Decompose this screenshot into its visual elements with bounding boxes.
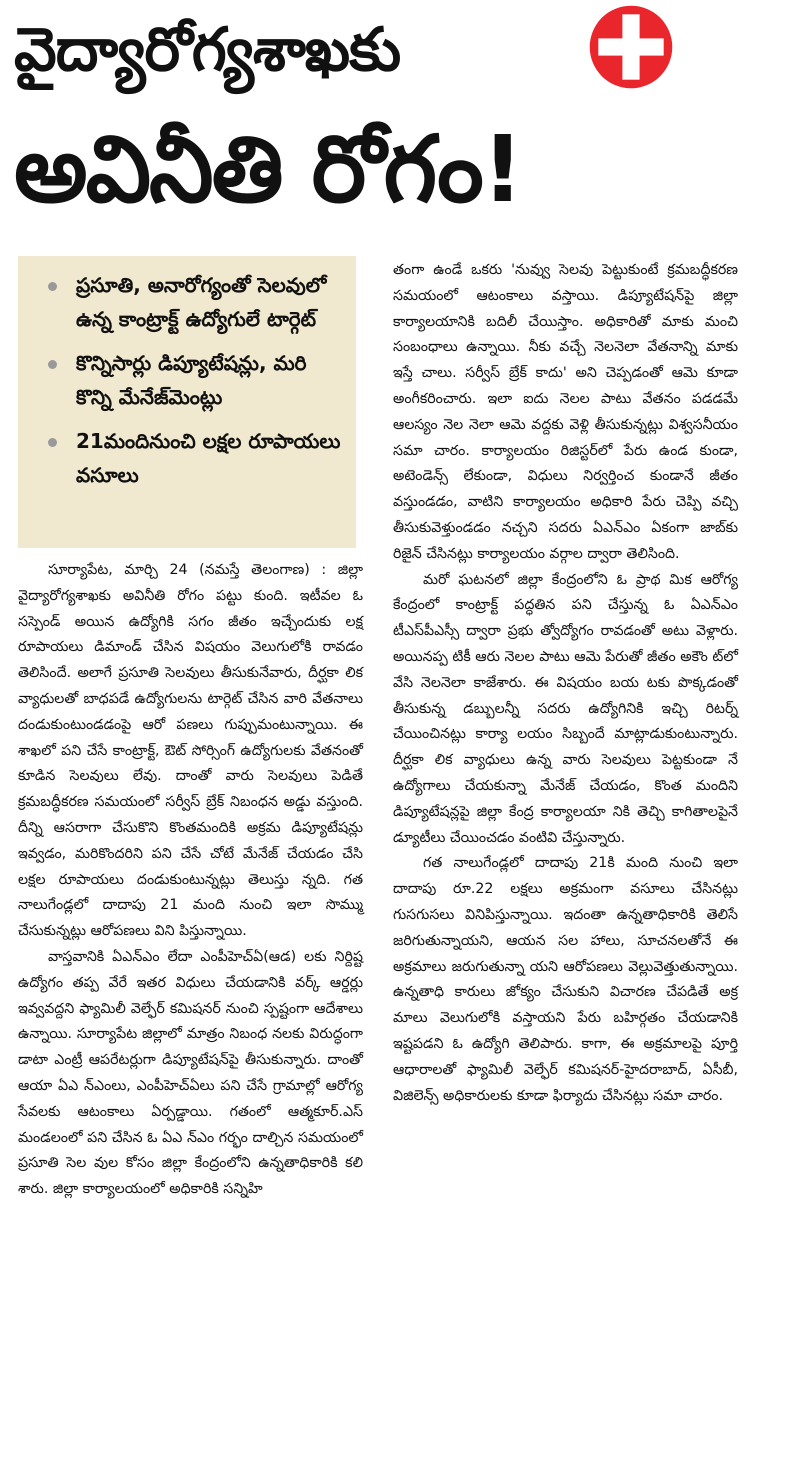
bullet-icon [48, 360, 57, 369]
bullet-icon [48, 438, 57, 447]
article-paragraph: వాస్తవానికి ఏఎన్‌ఎం లేదా ఎంపీహెచ్‌ఏ(ఆడ) లకు నిర్దిష్ట ఉద్యోగం తప్ప వేరే ఇతర విధులు చేయడానికి వర్క్ ఆర్డర్లు ఇవ్వవద్దని ఫ్యామిలీ వెల్ఫేర్ కమిషనర్ నుంచి స్పష్టంగా ఆదేశాలు ఉన్నాయి. సూర్యాపేట జిల్లాలో మాత్రం నిబంధ నలకు విరుద్ధంగా డాటా ఎంట్రీ ఆపరేటర్లుగా డిప్యూటేషన్‌పై తీసుకున్నారు. దాంతో ఆయా ఏఎ న్‌ఎంలు, ఎంపీహెచ్‌ఏలు పని చేసే గ్రామాల్లో ఆరోగ్య సేవలకు ఆటంకాలు ఏర్పడ్డాయి. గతంలో ఆత్మకూర్.ఎస్ మండలంలో పని చేసిన ఓ ఏఎ న్‌ఎం గర్భం దాల్చిన సమయంలో ప్రసూతి సెల వుల కోసం జిల్లా కేంద్రంలోని ఉన్నతాధికారికి కలి శారు. జిల్లా కార్యాలయంలో అధికారికి సన్నిహి [18, 948, 363, 1198]
highlight-item [48, 268, 346, 336]
article-paragraph: సూర్యాపేట, మార్చి 24 (నమస్తే తెలంగాణ) : జిల్లా వైద్యారోగ్యశాఖకు అవినీతి రోగం పట్టు కుంది. ఇటీవల ఓ సస్పెండ్ అయిన ఉద్యోగికి సగం జీతం ఇచ్చేందుకు లక్ష రూపాయలు డిమాండ్ చేసిన విషయం వెలుగులోకి రావడం తెలిసిందే. అలాగే ప్రసూతి సెలవులు తీసుకునేవారు, దీర్ఘకా లిక వ్యాధులతో బాధపడే ఉద్యోగులను టార్గెట్ చేసిన వారి వేతనాలు దండుకుంటుండడంపై ఆరో పణలు గుప్పుమంటున్నాయి. ఈ శాఖలో పని చేసే కాంట్రాక్ట్, ఔట్ సోర్సింగ్ ఉద్యోగులకు వేతనంతో కూడిన సెలవులు లేవు. దాంతో వారు సెలవులు పెడితే క్రమబద్ధీకరణ సమయంలో సర్వీస్ బ్రేక్ నిబంధన అడ్డు వస్తుంది. దీన్ని ఆసరాగా చేసుకొని కొంతమందికి అక్రమ డిప్యూటేషన్లు ఇవ్వడం, మరికొందరిని పని చేసే చోటే మేనేజ్ చేయడం చేసి లక్షల రూపాయలు దండుకుంటున్నట్లు తెలుస్తు న్నది. గత నాలుగేండ్లలో దాదాపు 21 మంది నుంచి ఇలా సొమ్ము చేసుకున్నట్లు ఆరోపణలు విని పిస్తున్నాయి. [18, 562, 363, 940]
article-paragraph: తంగా ఉండే ఒకరు 'నువ్వు సెలవు పెట్టుకుంటే క్రమబద్ధీకరణ సమయంలో ఆటంకాలు వస్తాయి. డిప్యూటేషన్‌పై జిల్లా కార్యాలయానికి బదిలీ చేయిస్తాం. అధికారితో మాకు మంచి సంబంధాలు ఉన్నాయి. నీకు వచ్చే నెలనెలా వేతనాన్ని మాకు ఇస్తే చాలు. సర్వీస్ బ్రేక్ కాదు' అని చెప్పడంతో ఆమె కూడా అంగీకరించారు. ఇలా ఐదు నెలల పాటు వేతనం పడడమే ఆలస్యం నెల నెలా ఆమె వద్దకు వెళ్లి తీసుకున్నట్లు విశ్వసనీయం సమా చారం. కార్యాలయం రిజిస్టర్‌లో పేరు ఉండ కుండా, అటెండెన్స్ లేకుండా, విధులు నిర్వర్తించ కుండానే జీతం వస్తుండడం, వాటిని కార్యాలయం అధికారి పేరు చెప్పి వచ్చి తీసుకువెళ్తుండడం నచ్చని సదరు ఏఎన్‌ఎం ఏకంగా జాబ్‌కు రిజైన్ చేసినట్లు కార్యాలయం వర్గాల ద్వారా తెలిసింది. [393, 262, 738, 562]
bullet-icon [48, 282, 57, 291]
article-column-left [18, 558, 363, 1203]
highlight-item [48, 346, 346, 414]
headline-line-2: అవినీతి రోగం! [14, 116, 522, 223]
article-column-right [393, 258, 738, 1109]
headline-line-1: వైద్యారోగ్యశాఖకు [14, 15, 401, 85]
highlight-item [48, 424, 346, 492]
highlight-text: ప్రసూతి, అనారోగ్యంతో సెలవులో ఉన్న కాంట్రాక్ట్ ఉద్యోగులే టార్గెట్ [76, 273, 327, 331]
article-paragraph: గత నాలుగేండ్లలో దాదాపు 21కి మంది నుంచి ఇలా దాదాపు రూ.22 లక్షలు అక్రమంగా వసూలు చేసినట్లు గుసగుసలు వినిపిస్తున్నాయి. ఇదంతా ఉన్నతాధికారికి తెలిసే జరిగుతున్నాయని, ఆయన సల హాలు, సూచనలతోనే ఈ అక్రమాలు జరుగుతున్నా యని ఆరోపణలు వెల్లువెత్తుతున్నాయి. ఉన్నతాధి కారులు జోక్యం చేసుకుని విచారణ చేపడితే అక్ర మాలు వెలుగులోకి వస్తాయని పేరు బహిర్గతం చేయడానికి ఇష్టపడని ఓ ఉద్యోగి తెలిపారు. కాగా, ఈ అక్రమాలపై పూర్తి ఆధారాలతో ఫ్యామిలీ వెల్ఫేర్ కమిషనర్-హైదరాబాద్, ఏసీబీ, విజిలెన్స్ అధికారులకు కూడా ఫిర్యాదు చేసినట్లు సమా చారం. [393, 855, 738, 1104]
red-cross-icon [588, 4, 674, 90]
article-paragraph: మరో ఘటనలో జిల్లా కేంద్రంలోని ఓ ప్రాథ మిక ఆరోగ్య కేంద్రంలో కాంట్రాక్ట్ పద్ధతిన పని చేస్తున్న ఓ ఏఎన్‌ఎం టీఎస్‌పీఎస్సీ ద్వారా ప్రభు త్వోద్యోగం రావడంతో అటు వెళ్లారు. అయినప్ప టికీ ఆరు నెలల పాటు ఆమె పేరుతో జీతం అకౌం ట్‌లో వేసి నెలనెలా కాజేశారు. ఈ విషయం బయ టకు పొక్కడంతో తీసుకున్న డబ్బులన్నీ సదరు ఉద్యోగినికి ఇచ్చి రిటర్న్ చేయించినట్లు కార్యా లయం సిబ్బందే మాట్లాడుకుంటున్నారు. దీర్ఘకా లిక వ్యాధులు ఉన్న వారు సెలవులు పెట్టకుండా నే ఉద్యోగాలు చేయకున్నా మేనేజ్ చేయడం, కొంత మందిని డిప్యూటేషన్లపై జిల్లా కేంద్ర కార్యాలయా నికి తెచ్చి కాగితాలపైనే డ్యూటీలు చేయించడం వంటివి చేస్తున్నారు. [393, 571, 738, 846]
highlight-text: కొన్నిసార్లు డిప్యూటేషన్లు, మరి కొన్ని మేనేజ్‌మెంట్లు [76, 351, 307, 409]
highlight-text: 21మందినుంచి లక్షల రూపాయలు వసూలు [76, 429, 341, 487]
highlights-box [18, 256, 356, 548]
